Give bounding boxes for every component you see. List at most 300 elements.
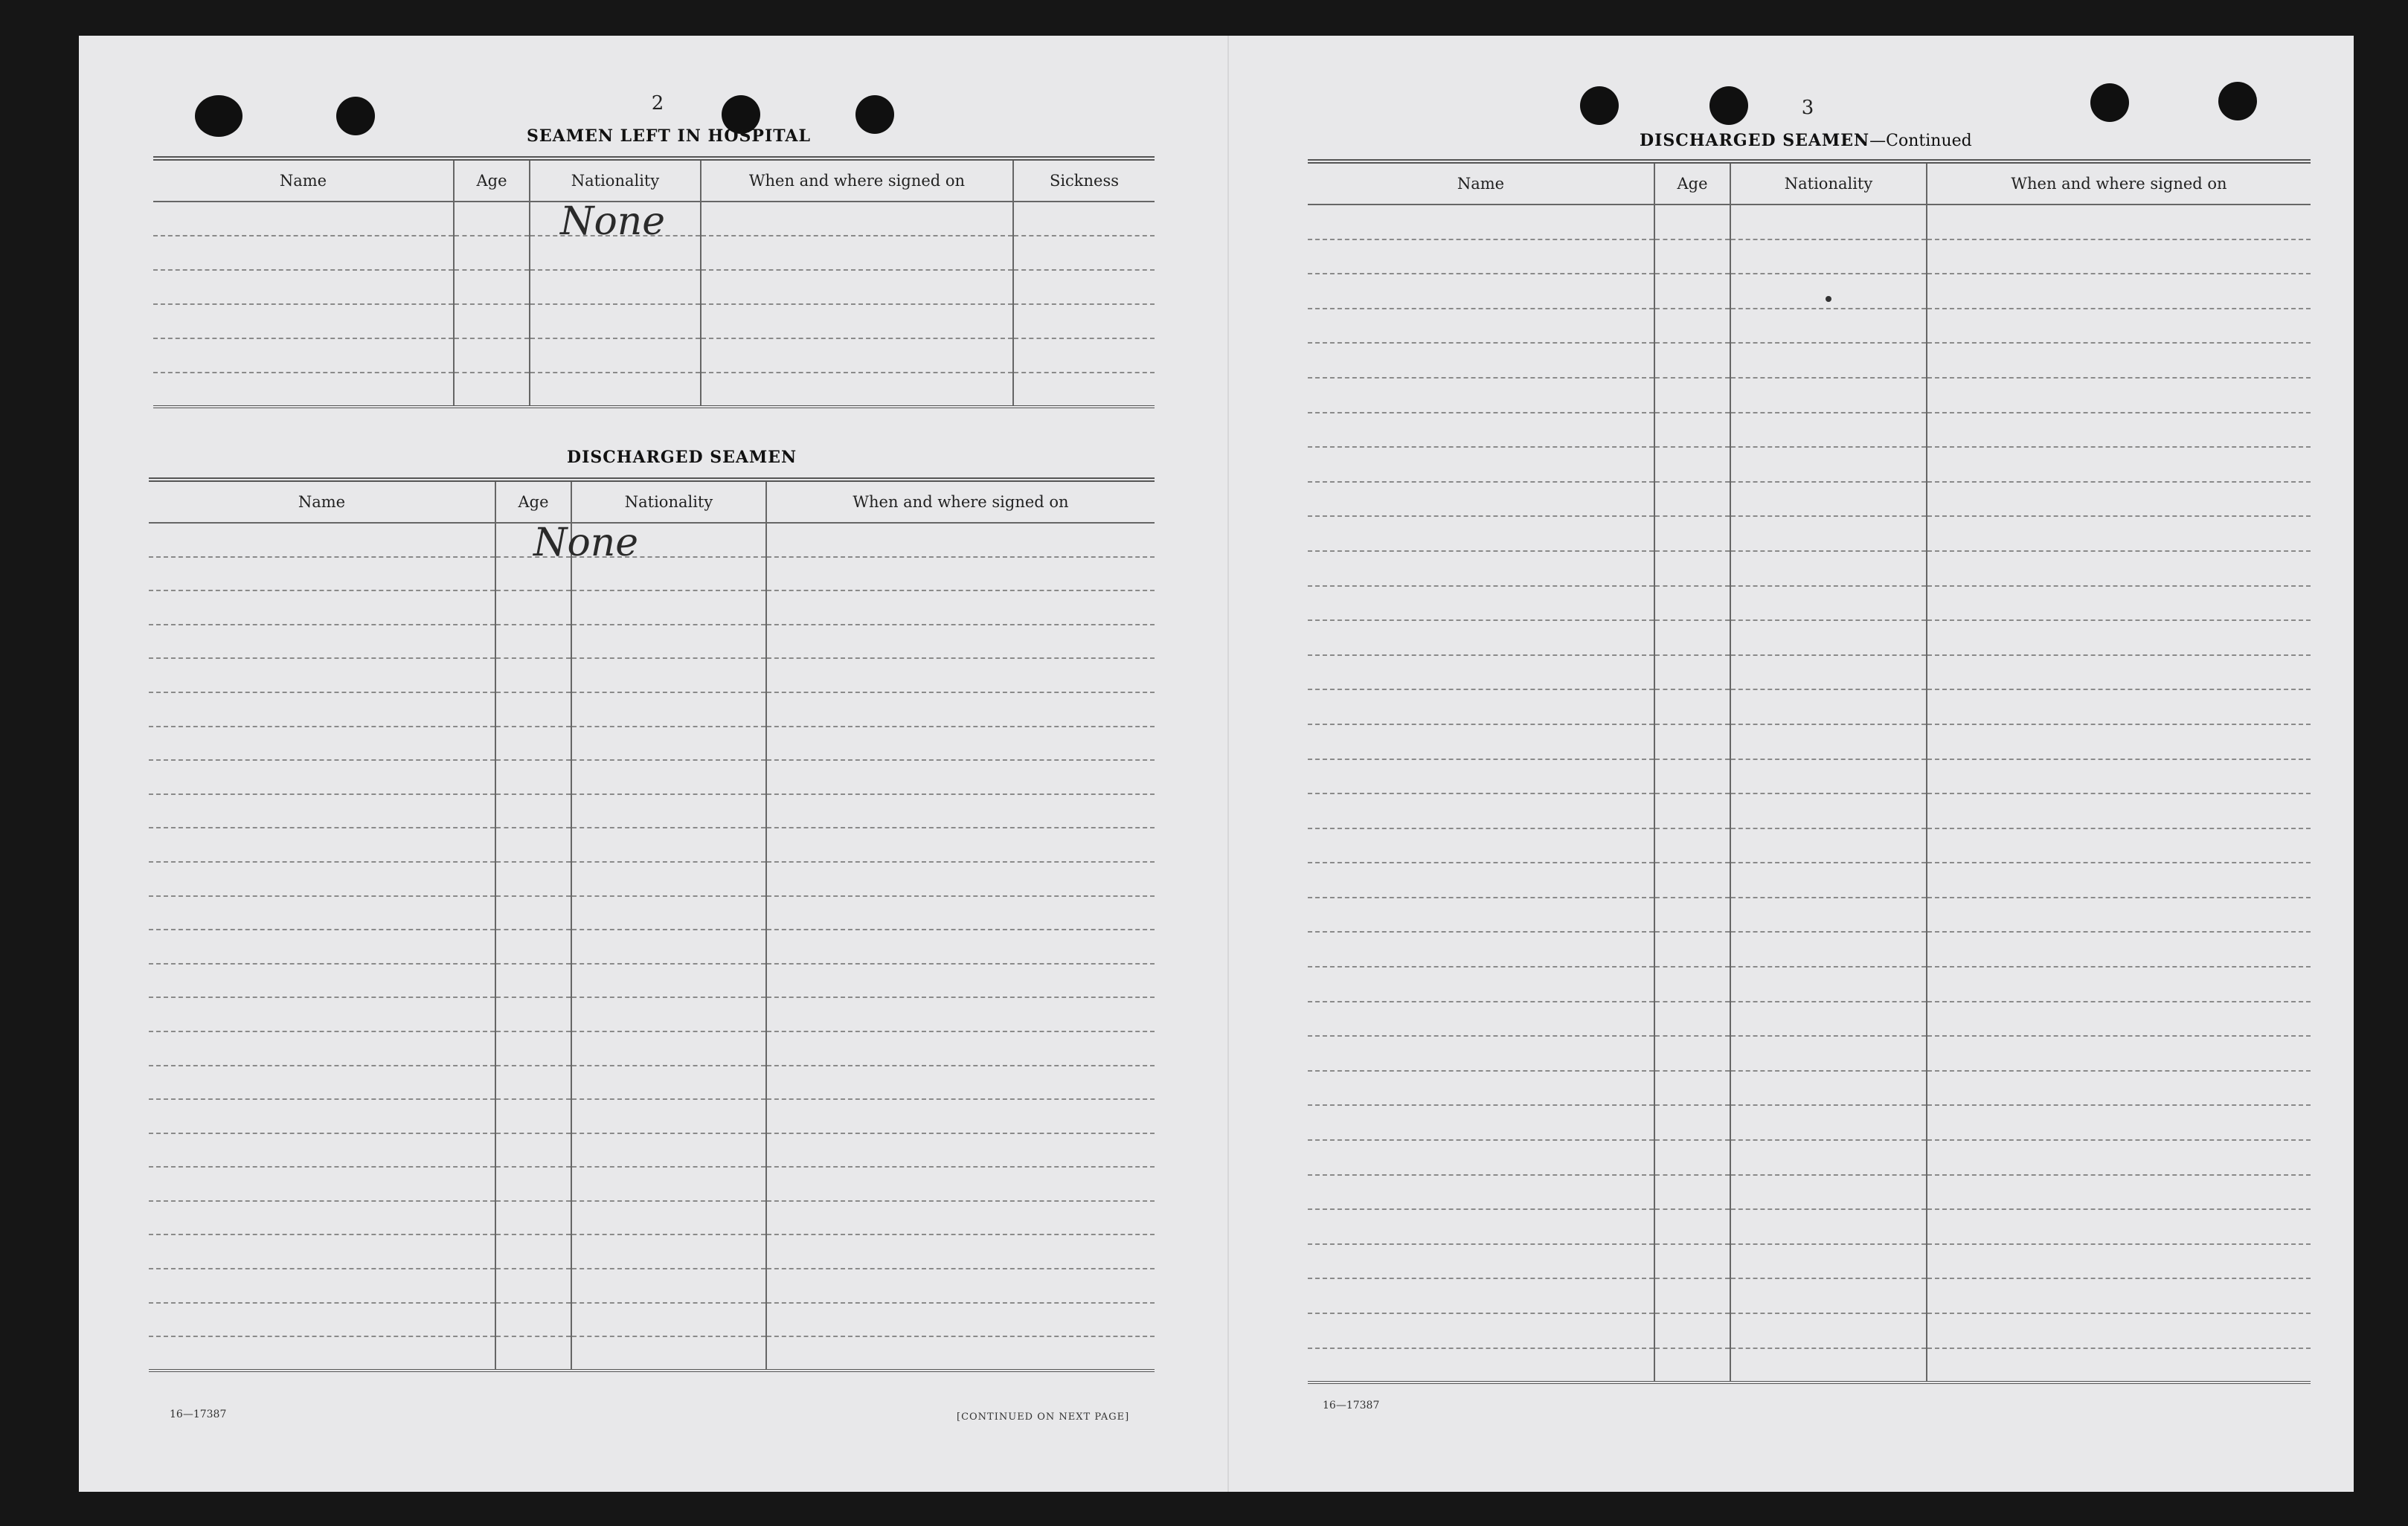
table-row	[153, 202, 1155, 236]
table-cell	[766, 1336, 1155, 1371]
table-cell	[1654, 378, 1730, 413]
table-row	[1308, 551, 2311, 586]
col-header-nationality: Nationality	[1730, 161, 1927, 205]
table-cell	[1654, 759, 1730, 794]
table-row	[149, 1031, 1155, 1066]
table-cell	[1730, 447, 1927, 482]
table-cell	[766, 1099, 1155, 1133]
table-cell	[1730, 1313, 1927, 1348]
table-row	[1308, 343, 2311, 378]
table-cell	[495, 1167, 571, 1201]
table-cell	[1308, 1348, 1654, 1383]
table-cell	[149, 997, 495, 1031]
table-cell	[1927, 274, 2311, 309]
table-cell	[1654, 447, 1730, 482]
table-row	[149, 1167, 1155, 1201]
table-row	[1308, 793, 2311, 828]
table-row	[149, 658, 1155, 692]
table-cell	[1730, 863, 1927, 898]
table-cell	[1927, 724, 2311, 759]
table-row	[149, 896, 1155, 930]
table-cell	[1654, 1175, 1730, 1210]
table-cell	[1927, 1036, 2311, 1071]
table-cell	[1927, 1313, 2311, 1348]
table-cell	[1730, 1002, 1927, 1037]
table-cell	[701, 373, 1013, 407]
table-cell	[1654, 274, 1730, 309]
table-row	[1308, 586, 2311, 621]
table-cell	[1927, 309, 2311, 344]
col-header-name: Name	[149, 480, 495, 523]
table-cell	[1654, 1071, 1730, 1106]
table-cell	[495, 896, 571, 930]
table-cell	[766, 692, 1155, 727]
table-cell	[701, 236, 1013, 270]
table-cell	[1308, 1036, 1654, 1071]
table-cell	[1308, 378, 1654, 413]
table-cell	[1654, 551, 1730, 586]
table-cell	[149, 590, 495, 625]
table-cell	[149, 1201, 495, 1235]
table-cell	[1308, 967, 1654, 1002]
table-cell	[1308, 413, 1654, 448]
table-cell	[571, 1031, 766, 1066]
table-row	[1308, 309, 2311, 344]
discharged-table	[149, 477, 1155, 1372]
table-cell	[495, 692, 571, 727]
table-cell	[1308, 1002, 1654, 1037]
table-cell	[1730, 932, 1927, 967]
table-cell	[1730, 378, 1927, 413]
page-fold	[1227, 36, 1229, 1492]
table-row	[1308, 274, 2311, 309]
table-cell	[530, 236, 701, 270]
table-cell	[1308, 274, 1654, 309]
table-cell	[495, 625, 571, 659]
table-row	[1308, 516, 2311, 551]
table-cell	[701, 304, 1013, 338]
handwritten-none: None	[533, 521, 639, 565]
col-header-age: Age	[1654, 161, 1730, 205]
table-cell	[1927, 239, 2311, 274]
hospital-table	[153, 156, 1155, 408]
table-cell	[1654, 1348, 1730, 1383]
table-row	[1308, 447, 2311, 482]
table-cell	[1927, 516, 2311, 551]
table-cell	[1730, 1278, 1927, 1313]
table-cell	[766, 1303, 1155, 1337]
table-cell	[495, 557, 571, 591]
table-cell	[766, 1201, 1155, 1235]
table-cell	[149, 1031, 495, 1066]
table-cell	[1654, 586, 1730, 621]
table-cell	[1927, 1244, 2311, 1279]
table-cell	[1730, 689, 1927, 724]
table-cell	[149, 727, 495, 761]
table-cell	[454, 236, 530, 270]
table-cell	[1730, 828, 1927, 863]
table-cell	[454, 304, 530, 338]
table-cell	[766, 557, 1155, 591]
table-cell	[571, 1336, 766, 1371]
table-cell	[1927, 793, 2311, 828]
table-row	[1308, 1036, 2311, 1071]
continued-title-main: DISCHARGED SEAMEN	[1640, 131, 1870, 150]
col-header-signed-on: When and where signed on	[766, 480, 1155, 523]
table-cell	[530, 199, 701, 244]
table-cell	[1308, 1071, 1654, 1106]
table-cell	[153, 373, 454, 407]
table-cell	[766, 828, 1155, 862]
table-cell	[149, 692, 495, 727]
table-cell	[1654, 1036, 1730, 1071]
table-cell	[571, 692, 766, 727]
table-cell	[495, 1269, 571, 1303]
table-cell	[1730, 620, 1927, 655]
table-cell	[1308, 1175, 1654, 1210]
table-cell	[1654, 1002, 1730, 1037]
table-cell	[153, 338, 454, 373]
table-row	[149, 1066, 1155, 1100]
table-row	[1308, 1278, 2311, 1313]
table-cell	[1730, 309, 1927, 344]
table-row	[149, 828, 1155, 862]
table-row	[149, 1133, 1155, 1168]
table-cell	[495, 1234, 571, 1269]
table-row	[153, 270, 1155, 304]
table-row	[149, 625, 1155, 659]
discharged-section-title: DISCHARGED SEAMEN	[567, 448, 797, 467]
table-cell	[571, 658, 766, 692]
table-cell	[701, 338, 1013, 373]
table-cell	[1927, 205, 2311, 239]
table-cell	[1654, 205, 1730, 239]
table-cell	[571, 625, 766, 659]
table-cell	[149, 1167, 495, 1201]
col-header-nationality: Nationality	[571, 480, 766, 523]
table-cell	[1308, 1140, 1654, 1175]
table-cell	[495, 828, 571, 862]
handwritten-none: None	[560, 199, 666, 244]
table-row	[153, 338, 1155, 373]
table-cell	[1730, 1175, 1927, 1210]
table-cell	[149, 930, 495, 964]
table-cell	[1308, 898, 1654, 933]
table-row	[153, 304, 1155, 338]
table-cell	[766, 1269, 1155, 1303]
table-cell	[149, 828, 495, 862]
table-cell	[495, 794, 571, 828]
table-cell	[1927, 1140, 2311, 1175]
table-cell	[530, 304, 701, 338]
table-cell	[1654, 689, 1730, 724]
col-header-age: Age	[495, 480, 571, 523]
table-cell	[454, 202, 530, 236]
table-cell	[766, 523, 1155, 557]
continued-title-suffix: —Continued	[1869, 132, 1972, 150]
discharged-table-body	[149, 523, 1155, 1371]
table-cell	[149, 625, 495, 659]
table-cell	[766, 760, 1155, 794]
table-cell	[1927, 447, 2311, 482]
table-cell	[1308, 724, 1654, 759]
table-cell	[766, 590, 1155, 625]
table-cell	[1927, 967, 2311, 1002]
continued-section-title	[1640, 131, 1972, 150]
table-cell	[766, 794, 1155, 828]
table-cell	[1927, 1175, 2311, 1210]
table-row	[153, 373, 1155, 407]
table-row	[149, 862, 1155, 896]
table-row	[1308, 724, 2311, 759]
page-number-right: 3	[1801, 97, 1814, 119]
table-cell	[149, 557, 495, 591]
table-cell	[1308, 1278, 1654, 1313]
table-cell	[153, 270, 454, 304]
table-cell	[495, 1099, 571, 1133]
table-cell	[1013, 236, 1155, 270]
punch-hole	[1709, 86, 1748, 125]
table-cell	[1654, 655, 1730, 690]
table-cell	[149, 1066, 495, 1100]
table-cell	[495, 727, 571, 761]
table-cell	[495, 1133, 571, 1168]
table-cell	[149, 862, 495, 896]
table-cell	[571, 1099, 766, 1133]
table-cell	[1730, 1105, 1927, 1140]
table-cell	[571, 1201, 766, 1235]
table-cell	[1927, 551, 2311, 586]
table-cell	[1927, 1348, 2311, 1383]
table-cell	[1730, 898, 1927, 933]
table-cell	[571, 1066, 766, 1100]
table-cell	[149, 896, 495, 930]
table-cell	[1927, 1278, 2311, 1313]
table-cell	[571, 760, 766, 794]
table-cell	[495, 964, 571, 998]
table-cell	[1927, 759, 2311, 794]
table-cell	[149, 1133, 495, 1168]
table-cell	[1654, 793, 1730, 828]
table-cell	[1654, 863, 1730, 898]
table-cell	[1927, 1209, 2311, 1244]
table-cell	[495, 760, 571, 794]
table-cell	[1730, 655, 1927, 690]
table-cell	[571, 557, 766, 591]
continued-table-body	[1308, 205, 2311, 1382]
table-cell	[1308, 309, 1654, 344]
table-cell	[1730, 1209, 1927, 1244]
table-row	[1308, 759, 2311, 794]
table-cell	[1730, 724, 1927, 759]
table-cell	[766, 862, 1155, 896]
table-cell	[1308, 1244, 1654, 1279]
punch-hole	[336, 97, 375, 135]
table-cell	[766, 727, 1155, 761]
table-cell	[495, 1201, 571, 1235]
table-cell	[1730, 274, 1927, 309]
table-cell	[1308, 205, 1654, 239]
table-cell	[1927, 1002, 2311, 1037]
table-row	[1308, 482, 2311, 517]
table-cell	[701, 202, 1013, 236]
table-cell	[766, 1066, 1155, 1100]
table-row	[149, 794, 1155, 828]
table-cell	[1654, 1278, 1730, 1313]
table-cell	[571, 523, 766, 557]
table-cell	[1654, 413, 1730, 448]
table-cell	[530, 338, 701, 373]
table-cell	[1730, 586, 1927, 621]
table-cell	[149, 658, 495, 692]
table-cell	[153, 202, 454, 236]
table-cell	[1654, 239, 1730, 274]
table-cell	[1730, 482, 1927, 517]
table-cell	[149, 523, 495, 557]
table-cell	[571, 997, 766, 1031]
table-cell	[1654, 1209, 1730, 1244]
table-cell	[1654, 898, 1730, 933]
table-cell	[1654, 620, 1730, 655]
table-row	[1308, 932, 2311, 967]
table-cell	[1654, 828, 1730, 863]
table-row	[1308, 413, 2311, 448]
table-row	[153, 236, 1155, 270]
table-row	[149, 557, 1155, 591]
table-cell	[1730, 239, 1927, 274]
table-cell	[571, 794, 766, 828]
hospital-table-body	[153, 199, 1155, 407]
table-cell	[1927, 1071, 2311, 1106]
punch-hole	[195, 95, 243, 137]
table-cell	[1654, 1105, 1730, 1140]
table-cell	[1308, 1105, 1654, 1140]
table-row	[1308, 967, 2311, 1002]
table-row	[1308, 1244, 2311, 1279]
table-cell	[1927, 1105, 2311, 1140]
table-cell	[571, 1133, 766, 1168]
table-row	[1308, 655, 2311, 690]
table-row	[1308, 898, 2311, 933]
table-row	[149, 997, 1155, 1031]
punch-hole	[2090, 83, 2129, 122]
punch-hole	[1580, 86, 1619, 125]
table-row	[149, 1234, 1155, 1269]
punch-hole	[2218, 82, 2257, 120]
table-cell	[149, 760, 495, 794]
table-cell	[1730, 1140, 1927, 1175]
table-cell	[1308, 932, 1654, 967]
table-cell	[1927, 828, 2311, 863]
table-cell	[1308, 1313, 1654, 1348]
table-row	[1308, 689, 2311, 724]
table-cell	[1654, 932, 1730, 967]
table-cell	[149, 1303, 495, 1337]
table-cell	[495, 997, 571, 1031]
table-cell	[1308, 447, 1654, 482]
table-cell	[766, 930, 1155, 964]
table-cell	[1927, 898, 2311, 933]
table-cell	[495, 521, 639, 565]
table-cell	[571, 1269, 766, 1303]
table-cell	[1927, 932, 2311, 967]
table-cell	[766, 1133, 1155, 1168]
table-cell	[495, 658, 571, 692]
table-cell	[1308, 516, 1654, 551]
table-row	[1308, 1175, 2311, 1210]
table-cell	[1927, 586, 2311, 621]
table-cell	[1013, 373, 1155, 407]
table-cell	[1927, 655, 2311, 690]
ink-speck	[1826, 296, 1831, 302]
table-row	[149, 930, 1155, 964]
table-row	[1308, 1140, 2311, 1175]
table-cell	[1654, 343, 1730, 378]
table-row	[1308, 863, 2311, 898]
table-cell	[1730, 343, 1927, 378]
table-cell	[1730, 413, 1927, 448]
table-cell	[1730, 1071, 1927, 1106]
table-row	[1308, 620, 2311, 655]
table-cell	[766, 658, 1155, 692]
table-cell	[766, 896, 1155, 930]
table-cell	[1308, 551, 1654, 586]
table-cell	[1308, 655, 1654, 690]
table-cell	[454, 270, 530, 304]
table-row	[149, 1336, 1155, 1371]
table-row	[1308, 1313, 2311, 1348]
table-cell	[149, 964, 495, 998]
table-cell	[766, 1167, 1155, 1201]
table-cell	[1654, 1313, 1730, 1348]
table-cell	[1730, 516, 1927, 551]
table-cell	[1730, 759, 1927, 794]
table-row	[1308, 1209, 2311, 1244]
table-cell	[571, 930, 766, 964]
table-row	[149, 1303, 1155, 1337]
table-row	[149, 1201, 1155, 1235]
table-cell	[149, 794, 495, 828]
table-cell	[1308, 863, 1654, 898]
table-cell	[1308, 793, 1654, 828]
table-cell	[1308, 828, 1654, 863]
table-cell	[1654, 967, 1730, 1002]
table-cell	[495, 1303, 571, 1337]
table-cell	[571, 1167, 766, 1201]
table-cell	[571, 1234, 766, 1269]
table-cell	[153, 304, 454, 338]
table-cell	[1927, 863, 2311, 898]
table-cell	[701, 270, 1013, 304]
table-cell	[1308, 759, 1654, 794]
col-header-nationality: Nationality	[530, 158, 701, 202]
table-cell	[571, 964, 766, 998]
table-cell	[1308, 239, 1654, 274]
table-row	[149, 760, 1155, 794]
table-row	[1308, 378, 2311, 413]
col-header-signed-on: When and where signed on	[701, 158, 1013, 202]
form-number-right: 16—17387	[1323, 1400, 1380, 1411]
table-row	[1308, 1348, 2311, 1383]
table-cell	[766, 1234, 1155, 1269]
table-cell	[1308, 620, 1654, 655]
table-cell	[1730, 967, 1927, 1002]
table-cell	[571, 590, 766, 625]
table-cell	[1927, 343, 2311, 378]
table-cell	[571, 1303, 766, 1337]
table-cell	[1654, 724, 1730, 759]
table-cell	[454, 373, 530, 407]
